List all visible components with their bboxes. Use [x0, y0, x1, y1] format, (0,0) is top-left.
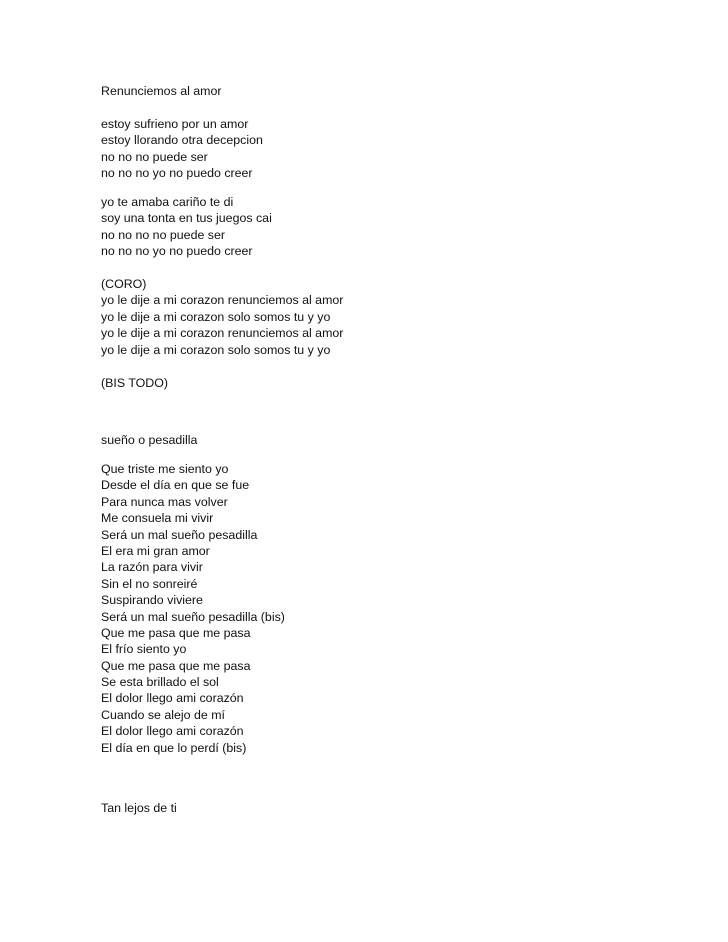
song1-verse2	[101, 194, 272, 260]
lyric-line: El frío siento yo	[101, 642, 187, 657]
lyric-line: no no no yo no puedo creer	[101, 244, 253, 259]
song-title: sueño o pesadilla	[101, 433, 198, 447]
lyric-line: soy una tonta en tus juegos cai	[101, 211, 272, 226]
lyric-line: yo le dije a mi corazon solo somos tu y yo	[101, 342, 331, 357]
lyric-line: Que me pasa que me pasa	[101, 658, 251, 673]
lyric-line: Suspirando viviere	[101, 593, 203, 608]
lyric-line: yo le dije a mi corazon renunciemos al amor	[101, 293, 344, 308]
repeat-note: (BIS TODO)	[101, 376, 169, 390]
lyric-line: Cuando se alejo de mí	[101, 707, 225, 722]
lyric-line: El dolor llego ami corazón	[101, 691, 244, 706]
chorus-label: (CORO)	[101, 277, 147, 291]
lyric-line: no no no yo no puedo creer	[101, 166, 253, 181]
lyric-line: El era mi gran amor	[101, 543, 210, 558]
song1-verse1	[101, 116, 263, 182]
lyric-line: Será un mal sueño pesadilla	[101, 527, 258, 542]
lyric-line: no no no no puede ser	[101, 227, 226, 242]
lyric-line: La razón para vivir	[101, 560, 203, 575]
lyric-line: yo le dije a mi corazon renunciemos al amor	[101, 326, 344, 341]
lyric-line: Será un mal sueño pesadilla (bis)	[101, 609, 285, 624]
song2-title	[101, 432, 197, 448]
lyric-line: yo le dije a mi corazon solo somos tu y yo	[101, 309, 331, 324]
lyric-line: Me consuela mi vivir	[101, 511, 214, 526]
song1-title	[101, 83, 222, 99]
lyric-line: estoy sufrieno por un amor	[101, 117, 249, 131]
lyric-line: El día en que lo perdí (bis)	[101, 740, 247, 755]
lyric-line: Desde el día en que se fue	[101, 478, 250, 493]
song-title: Renunciemos al amor	[101, 84, 222, 98]
lyric-line: yo te amaba cariño te di	[101, 195, 234, 209]
lyric-line: Que me pasa que me pasa	[101, 625, 251, 640]
lyric-line: Sin el no sonreiré	[101, 576, 198, 591]
lyric-line: estoy llorando otra decepcion	[101, 133, 263, 148]
lyric-line: Se esta brillado el sol	[101, 675, 219, 690]
lyric-line: no no no puede ser	[101, 149, 208, 164]
song-title: Tan lejos de ti	[101, 801, 177, 815]
lyric-line: Para nunca mas volver	[101, 494, 228, 509]
lyric-line: Que triste me siento yo	[101, 462, 229, 476]
song1-chorus	[101, 276, 343, 358]
song3-title	[101, 800, 177, 816]
song1-ending	[101, 375, 168, 391]
lyric-line: El dolor llego ami corazón	[101, 724, 244, 739]
song2-lyrics	[101, 461, 285, 756]
